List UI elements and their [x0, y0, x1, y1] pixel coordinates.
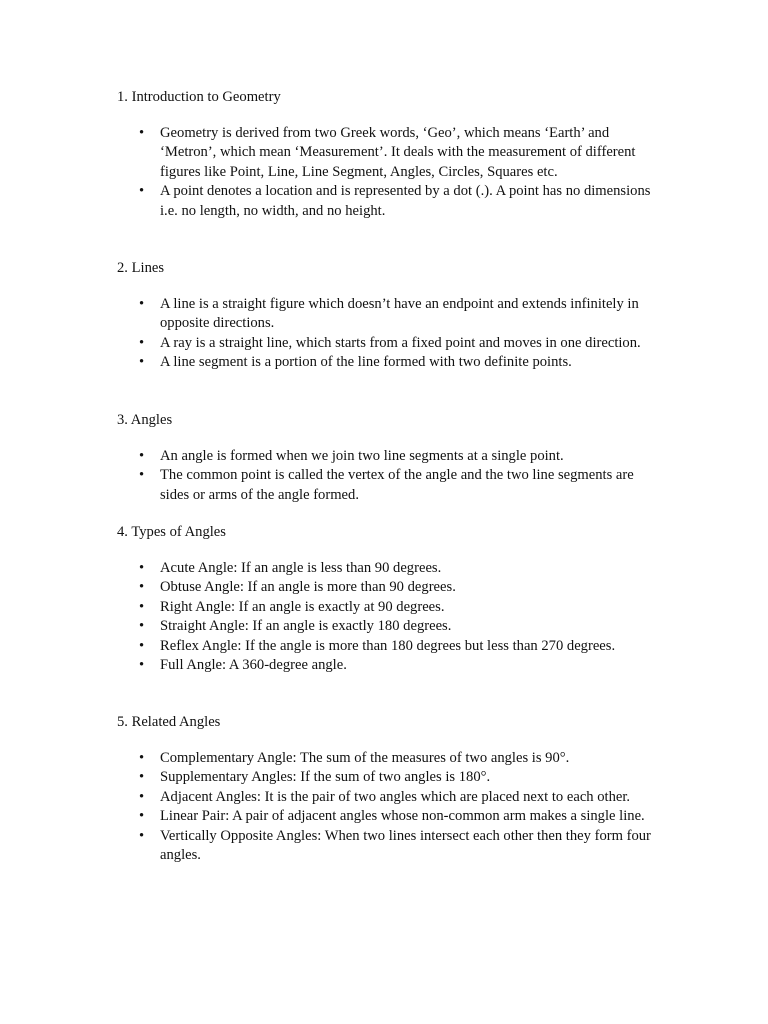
bullet-icon: •: [139, 354, 145, 370]
list-item-text: An angle is formed when we join two line segments at a single point.: [160, 447, 564, 464]
list-item: [117, 768, 657, 788]
bullet-list: [117, 447, 657, 506]
list-item-text: Obtuse Angle: If an angle is more than 90 degrees.: [160, 579, 456, 595]
list-item: [117, 827, 657, 866]
section-types-of-angles: [117, 523, 657, 676]
section-heading: 2. Lines: [117, 260, 165, 276]
list-item: [117, 559, 657, 579]
list-item: [117, 617, 657, 637]
list-item: [117, 182, 657, 221]
list-item-text: Full Angle: A 360-degree angle.: [160, 657, 347, 673]
list-item-text: Straight Angle: If an angle is exactly 180 degrees.: [160, 618, 452, 634]
list-item-text: A line segment is a portion of the line formed with two definite points.: [160, 354, 572, 370]
list-item: [117, 598, 657, 618]
section-introduction: [117, 88, 657, 221]
list-item: [117, 749, 657, 769]
list-item-text: Right Angle: If an angle is exactly at 90 degrees.: [160, 598, 445, 615]
bullet-icon: •: [139, 124, 145, 141]
bullet-icon: •: [139, 579, 145, 595]
list-item-text: Acute Angle: If an angle is less than 90 degrees.: [160, 559, 442, 576]
bullet-icon: •: [139, 618, 145, 634]
bullet-icon: •: [139, 467, 145, 483]
bullet-list: [117, 749, 657, 866]
bullet-icon: •: [139, 769, 145, 785]
list-item: [117, 466, 657, 505]
section-heading: 3. Angles: [117, 412, 173, 428]
list-item: [117, 656, 657, 676]
bullet-icon: •: [139, 637, 145, 654]
list-item-text: Complementary Angle: The sum of the measures of two angles is 90°.: [160, 749, 570, 766]
list-item-text: A ray is a straight line, which starts from a fixed point and moves in one direction.: [160, 334, 641, 351]
list-item-text: Adjacent Angles: It is the pair of two angles which are placed next to each other.: [160, 788, 631, 805]
list-item: [117, 334, 657, 354]
section-heading: 1. Introduction to Geometry: [117, 89, 281, 105]
bullet-icon: •: [139, 657, 145, 673]
list-item-text: A point denotes a location and is represented by a dot (.). A point has no dimensions i.e. no length, no width, and no height.: [160, 183, 651, 219]
bullet-icon: •: [139, 788, 145, 805]
list-item: [117, 578, 657, 598]
list-item-text: The common point is called the vertex of the angle and the two line segments are sides or arms of the angle formed.: [160, 467, 634, 503]
section-heading: 5. Related Angles: [117, 714, 221, 730]
bullet-icon: •: [139, 183, 145, 199]
bullet-list: [117, 124, 657, 222]
bullet-icon: •: [139, 808, 145, 824]
bullet-icon: •: [139, 295, 145, 312]
list-item: [117, 637, 657, 657]
section-related-angles: [117, 713, 657, 866]
list-item-text: Vertically Opposite Angles: When two lines intersect each other then they form four angles.: [160, 827, 651, 863]
bullet-list: [117, 295, 657, 373]
list-item: [117, 807, 657, 827]
section-heading: 4. Types of Angles: [117, 524, 226, 540]
list-item: [117, 353, 657, 373]
bullet-icon: •: [139, 598, 145, 615]
bullet-icon: •: [139, 749, 145, 766]
bullet-list: [117, 559, 657, 676]
list-item-text: Reflex Angle: If the angle is more than 180 degrees but less than 270 degrees.: [160, 637, 616, 654]
list-item: [117, 295, 657, 334]
list-item-text: Geometry is derived from two Greek words, ‘Geo’, which means ‘Earth’ and ‘Metron’, which mean ‘Measurement’. It deals with the measurement of different figures like Point, Line, Line Segment, Angles, Circles, Squares etc.: [160, 124, 636, 180]
bullet-icon: •: [139, 559, 145, 576]
bullet-icon: •: [139, 827, 145, 844]
list-item: [117, 788, 657, 808]
bullet-icon: •: [139, 334, 145, 351]
list-item-text: Linear Pair: A pair of adjacent angles whose non-common arm makes a single line.: [160, 808, 645, 824]
list-item-text: A line is a straight figure which doesn’t have an endpoint and extends infinitely in opposite directions.: [160, 295, 639, 331]
list-item-text: Supplementary Angles: If the sum of two angles is 180°.: [160, 769, 491, 785]
section-lines: [117, 259, 657, 373]
bullet-icon: •: [139, 447, 145, 464]
section-angles: [117, 411, 657, 505]
list-item: [117, 447, 657, 467]
list-item: [117, 124, 657, 183]
